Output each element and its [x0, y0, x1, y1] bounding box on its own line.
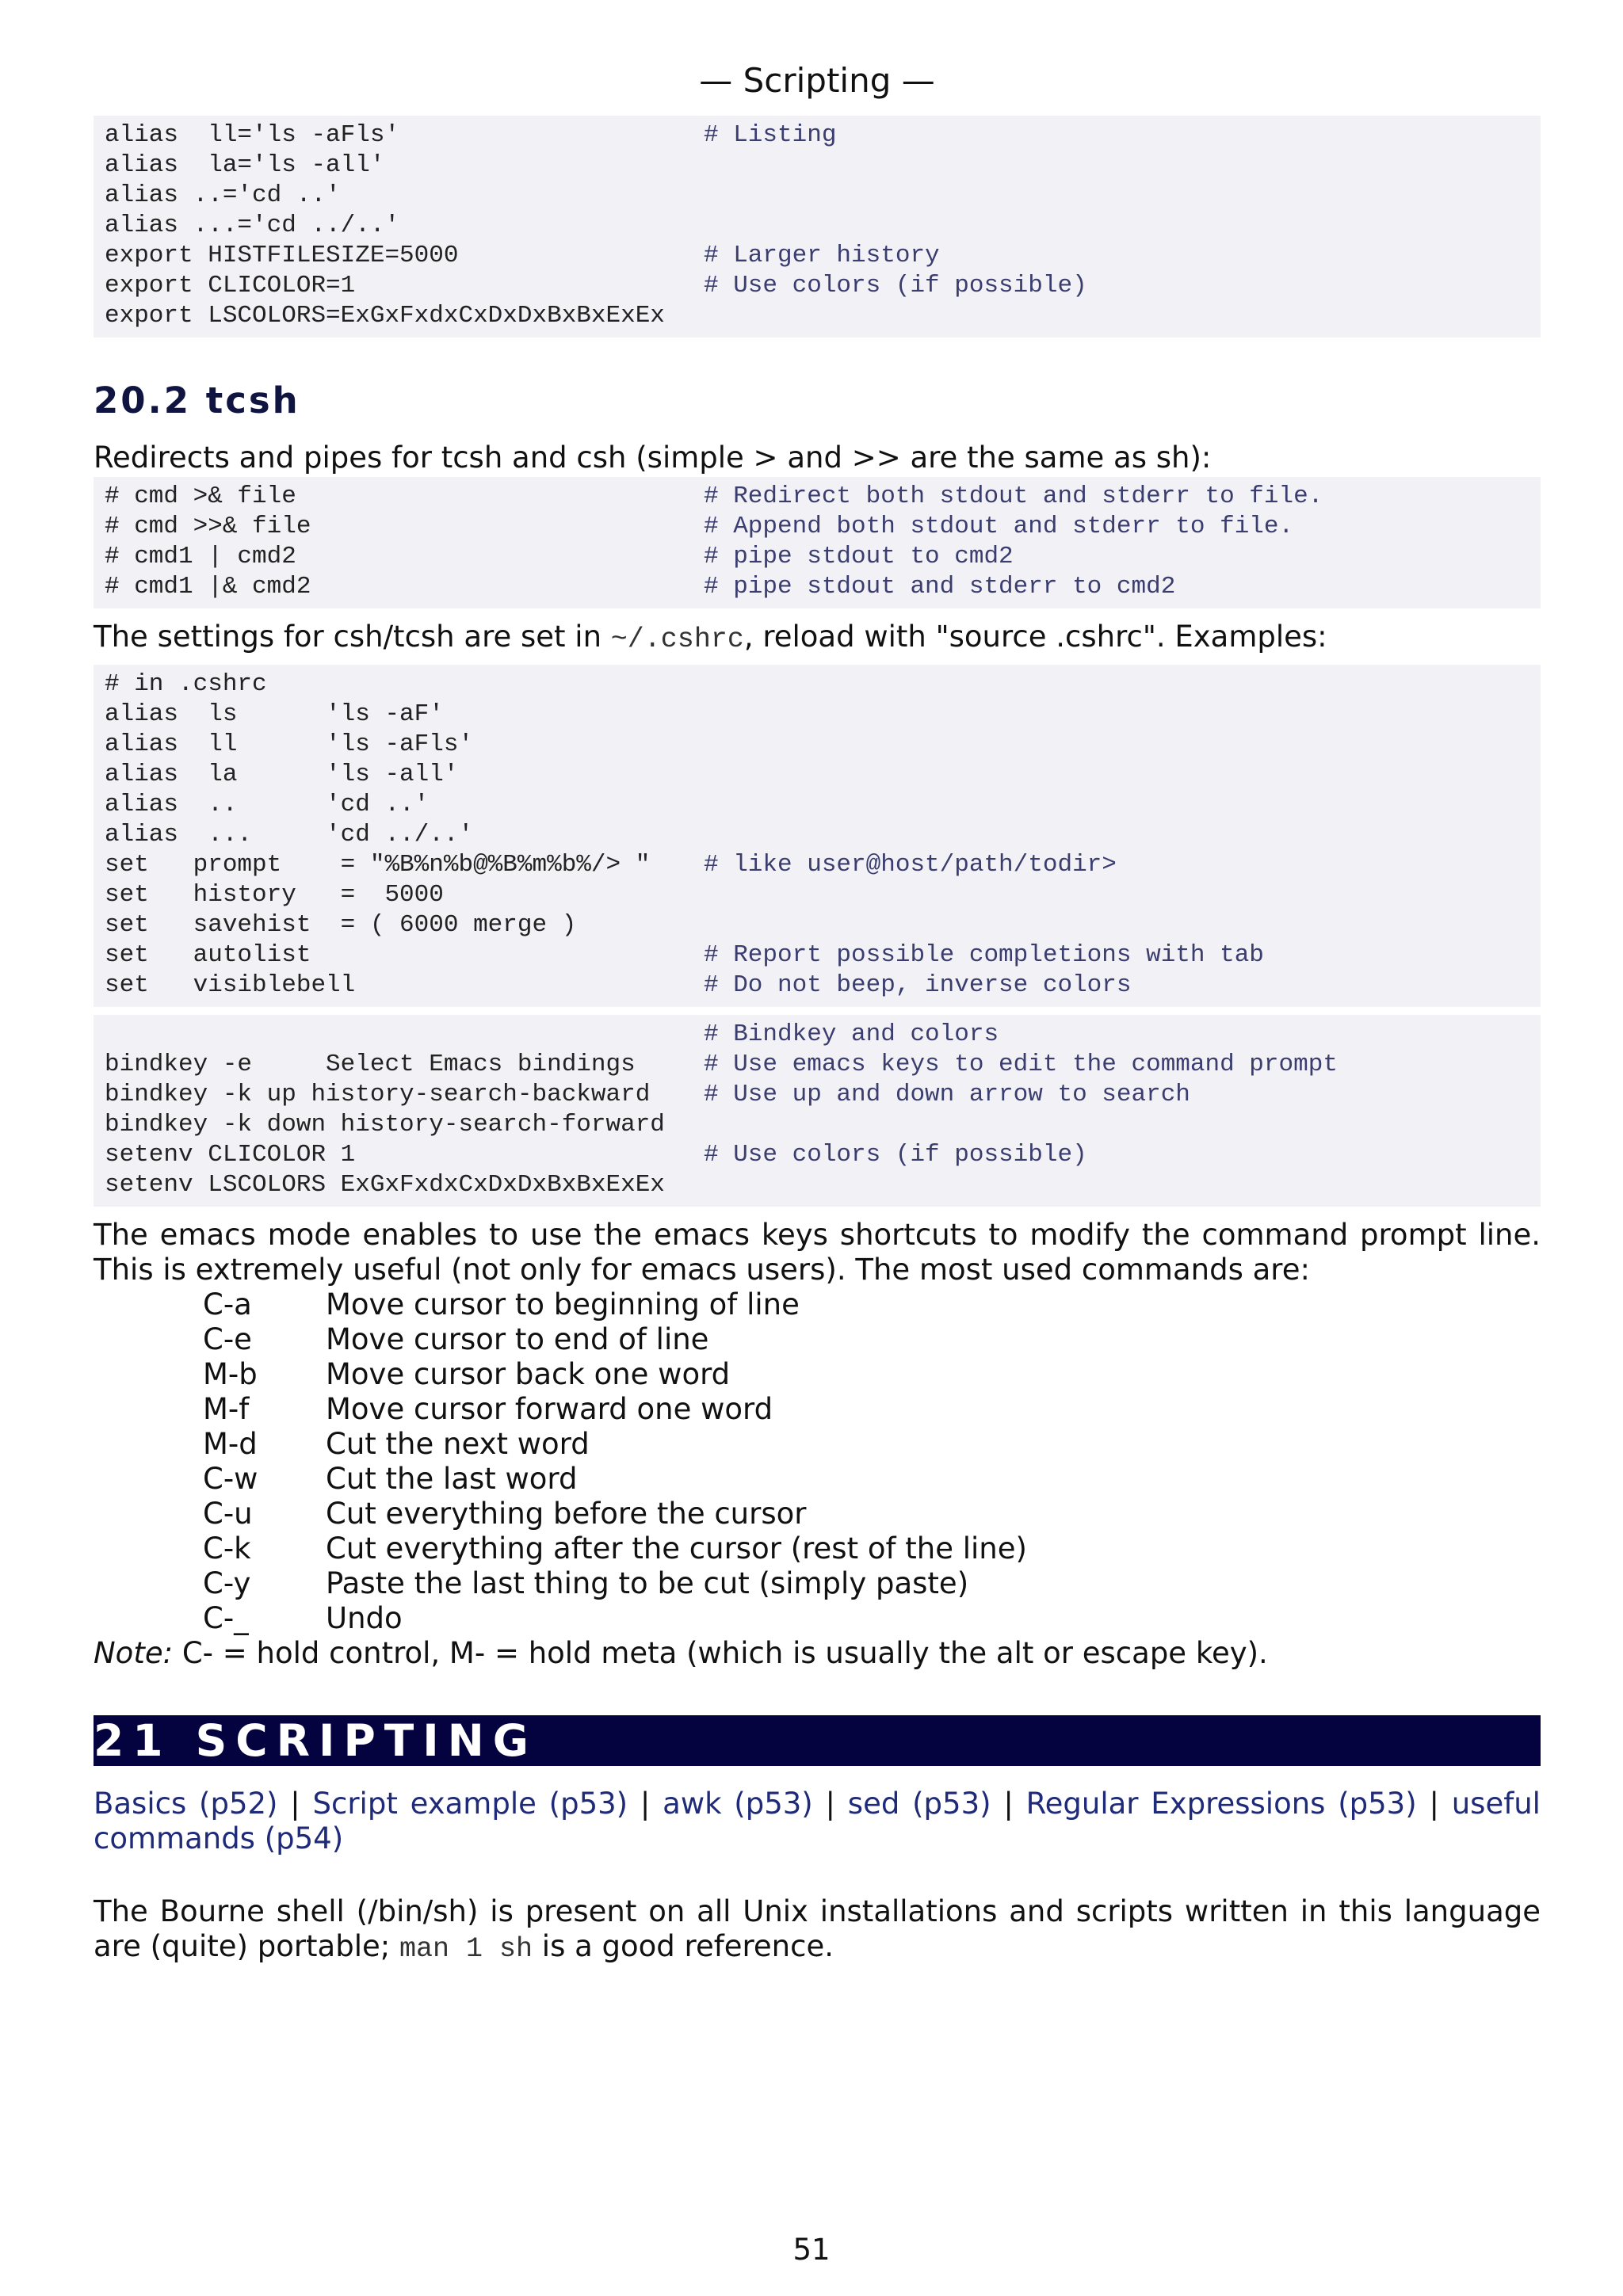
code-comment: # Larger history — [704, 242, 940, 269]
code-comment: # Do not beep, inverse colors — [704, 971, 1132, 999]
code-command: # cmd >& file — [105, 482, 296, 510]
key-combo: C-w — [203, 1462, 258, 1496]
code-comment: # Use up and down arrow to search — [704, 1081, 1190, 1108]
code-command: alias ll='ls -aFls' — [105, 121, 400, 149]
code-line — [105, 181, 1529, 211]
key-shortcut-row — [203, 1392, 1541, 1427]
document-page — [94, 0, 1541, 1966]
code-command: set visiblebell — [105, 971, 356, 999]
code-line — [105, 1050, 1529, 1080]
code-command: set savehist = ( 6000 merge ) — [105, 911, 577, 939]
code-line — [105, 1020, 1529, 1050]
code-line — [105, 241, 1529, 271]
key-combo: C-k — [203, 1531, 251, 1566]
bash-aliases-code-block — [94, 116, 1541, 338]
code-command: alias la 'ls -all' — [105, 761, 459, 788]
key-shortcut-row — [203, 1531, 1541, 1566]
bourne-text-after: is a good reference. — [533, 1929, 834, 1963]
link-separator: | — [812, 1787, 848, 1821]
code-line — [105, 910, 1529, 940]
code-comment: # Use colors (if possible) — [704, 1141, 1087, 1169]
code-command: alias ll 'ls -aFls' — [105, 730, 474, 758]
key-combo: C-u — [203, 1497, 253, 1531]
code-line — [105, 971, 1529, 1001]
code-command: export CLICOLOR=1 — [105, 272, 356, 299]
code-command: alias ...='cd ../..' — [105, 212, 400, 239]
key-description: Move cursor forward one word — [326, 1392, 773, 1426]
code-line — [105, 1080, 1529, 1110]
code-line — [105, 482, 1529, 512]
tcsh-intro-text: Redirects and pipes for tcsh and csh (simple > and >> are the same as sh): — [94, 441, 1212, 475]
cshrc-path-code: ~/.cshrc — [610, 624, 744, 655]
code-line — [105, 512, 1529, 542]
code-command: alias ... 'cd ../..' — [105, 821, 474, 849]
code-line — [105, 820, 1529, 850]
page-number: 51 — [792, 2233, 831, 2267]
settings-text-after: , reload with "source .cshrc". Examples: — [743, 620, 1327, 654]
code-command: export LSCOLORS=ExGxFxdxCxDxDxBxBxExEx — [105, 302, 665, 330]
code-comment: # Use emacs keys to edit the command prompt — [704, 1051, 1338, 1078]
settings-text — [94, 620, 1541, 657]
bindkey-code-block — [94, 1015, 1541, 1207]
code-line — [105, 850, 1529, 880]
section-link[interactable]: Script example (p53) — [312, 1787, 628, 1821]
key-shortcut-row — [203, 1322, 1541, 1357]
code-command: set prompt = "%B%n%b@%B%m%b%/> " — [105, 851, 651, 879]
code-line — [105, 880, 1529, 910]
section-link[interactable]: useful commands (p54) — [94, 1787, 1541, 1855]
key-combo: C-y — [203, 1566, 251, 1600]
code-line — [105, 1110, 1529, 1140]
emacs-mode-text: The emacs mode enables to use the emacs keys shortcuts to modify the command prompt line. This is extremely useful (not only for emacs users). The most used commands are: — [94, 1218, 1541, 1287]
code-command: # cmd1 |& cmd2 — [105, 573, 311, 601]
code-command: alias ..='cd ..' — [105, 181, 341, 209]
code-command: alias .. 'cd ..' — [105, 791, 430, 818]
code-comment: # Report possible completions with tab — [704, 941, 1264, 969]
code-command: bindkey -k down history-search-forward — [105, 1111, 665, 1138]
key-description: Paste the last thing to be cut (simply paste) — [326, 1566, 969, 1600]
code-command: # cmd1 | cmd2 — [105, 543, 296, 570]
key-shortcut-row — [203, 1497, 1541, 1531]
code-command: alias la='ls -all' — [105, 151, 385, 179]
key-combo: C-e — [203, 1322, 252, 1356]
key-shortcut-list — [203, 1287, 1541, 1636]
key-description: Move cursor to end of line — [326, 1322, 709, 1356]
section-link[interactable]: Basics (p52) — [94, 1787, 278, 1821]
code-comment: # pipe stdout to cmd2 — [704, 543, 1014, 570]
code-comment: # Append both stdout and stderr to file. — [704, 513, 1294, 540]
section-links — [94, 1787, 1541, 1856]
link-separator: | — [991, 1787, 1026, 1821]
code-line — [105, 700, 1529, 730]
code-line — [105, 1140, 1529, 1170]
key-shortcut-row — [203, 1462, 1541, 1497]
code-line — [105, 120, 1529, 151]
key-shortcut-row — [203, 1427, 1541, 1462]
key-shortcut-row — [203, 1287, 1541, 1322]
code-line — [105, 940, 1529, 971]
settings-text-before: The settings for csh/tcsh are set in — [94, 620, 611, 654]
code-line — [105, 301, 1529, 331]
section-heading-scripting: 21 SCRIPTING — [94, 1715, 1541, 1766]
code-line — [105, 151, 1529, 181]
code-command: alias ls 'ls -aF' — [105, 700, 444, 728]
code-command: setenv CLICOLOR 1 — [105, 1141, 356, 1169]
key-shortcut-row — [203, 1357, 1541, 1392]
code-line — [105, 542, 1529, 572]
key-description: Cut the last word — [326, 1462, 578, 1496]
note-label: Note: — [94, 1636, 174, 1670]
key-description: Cut everything after the cursor (rest of the line) — [326, 1531, 1027, 1566]
redirect-code-block — [94, 477, 1541, 608]
code-line — [105, 790, 1529, 820]
link-separator: | — [1416, 1787, 1452, 1821]
section-link[interactable]: Regular Expressions (p53) — [1025, 1787, 1417, 1821]
key-combo: C-a — [203, 1287, 252, 1322]
code-command: set history = 5000 — [105, 881, 444, 909]
key-combo: M-f — [203, 1392, 250, 1426]
code-comment: # Use colors (if possible) — [704, 272, 1087, 299]
key-shortcut-row — [203, 1601, 1541, 1636]
code-command: setenv LSCOLORS ExGxFxdxCxDxDxBxBxExEx — [105, 1171, 665, 1199]
key-description: Cut everything before the cursor — [326, 1497, 807, 1531]
bourne-shell-text — [94, 1894, 1541, 1966]
key-combo: C-_ — [203, 1601, 249, 1635]
cshrc-code-block — [94, 665, 1541, 1007]
code-command: set autolist — [105, 941, 311, 969]
key-description: Undo — [326, 1601, 403, 1635]
note-text — [94, 1636, 1541, 1671]
key-description: Move cursor to beginning of line — [326, 1287, 800, 1322]
key-shortcut-row — [203, 1566, 1541, 1601]
note-body: C- = hold control, M- = hold meta (which is usually the alt or escape key). — [173, 1636, 1268, 1670]
running-header: — Scripting — — [699, 61, 935, 100]
code-command: # in .cshrc — [105, 670, 267, 698]
code-command: bindkey -e Select Emacs bindings — [105, 1051, 636, 1078]
code-line — [105, 730, 1529, 760]
tcsh-heading: 20.2 tcsh — [94, 379, 300, 421]
link-separator: | — [277, 1787, 313, 1821]
key-combo: M-d — [203, 1427, 258, 1461]
bourne-text-before: The Bourne shell (/bin/sh) is present on all Unix installations and scripts written in this language are (quite) portable; — [94, 1894, 1541, 1963]
code-comment: # like user@host/path/todir> — [704, 851, 1117, 879]
code-command: bindkey -k up history-search-backward — [105, 1081, 651, 1108]
code-command: # cmd >>& file — [105, 513, 311, 540]
section-link[interactable]: awk (p53) — [663, 1787, 813, 1821]
code-line — [105, 669, 1529, 700]
code-line — [105, 1170, 1529, 1200]
code-comment: # Redirect both stdout and stderr to file. — [704, 482, 1323, 510]
code-line — [105, 760, 1529, 790]
link-separator: | — [628, 1787, 663, 1821]
section-link[interactable]: sed (p53) — [847, 1787, 991, 1821]
code-command: export HISTFILESIZE=5000 — [105, 242, 459, 269]
key-description: Cut the next word — [326, 1427, 590, 1461]
key-combo: M-b — [203, 1357, 258, 1391]
code-comment: # Listing — [704, 121, 837, 149]
code-line — [105, 271, 1529, 301]
code-comment: # Bindkey and colors — [704, 1020, 999, 1048]
code-line — [105, 211, 1529, 241]
man-sh-code: man 1 sh — [399, 1933, 533, 1965]
code-comment: # pipe stdout and stderr to cmd2 — [704, 573, 1176, 601]
code-line — [105, 572, 1529, 602]
key-description: Move cursor back one word — [326, 1357, 731, 1391]
